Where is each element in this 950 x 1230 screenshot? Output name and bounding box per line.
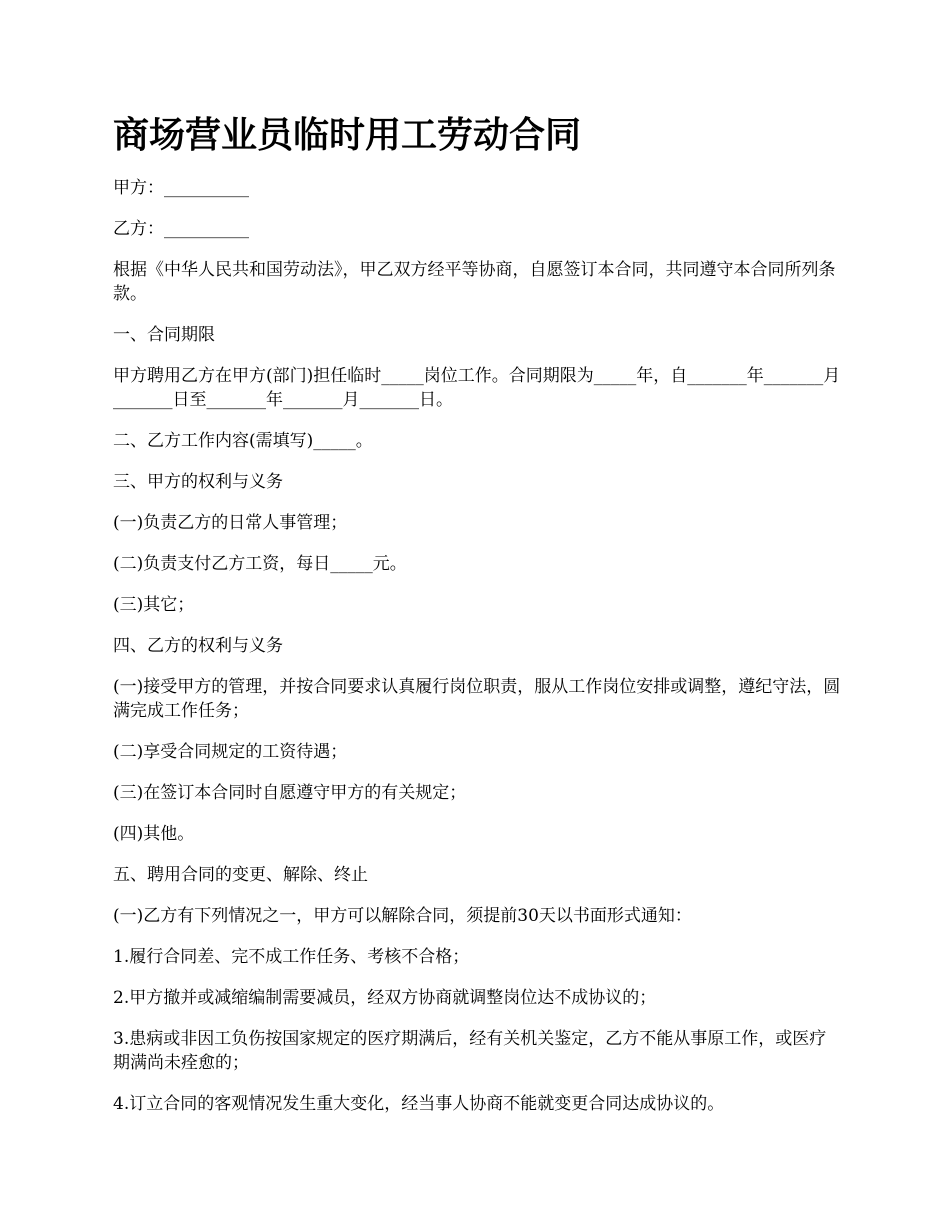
party-a-clause-3: (三)其它； xyxy=(113,595,195,615)
party-a-clause-1: (一)负责乙方的日常人事管理； xyxy=(113,513,348,533)
section-heading-termination: 五、聘用合同的变更、解除、终止 xyxy=(113,865,368,885)
section-heading-party-a-rights: 三、甲方的权利与义务 xyxy=(113,472,283,492)
document-title: 商场营业员临时用工劳动合同 xyxy=(113,115,582,156)
term-paragraph: 甲方聘用乙方在甲方(部门)担任临时_____岗位工作。合同期限为_____年，自_______年_______月_______日至_______年_______月_______日。 xyxy=(113,366,841,410)
party-b-line: 乙方：__________ xyxy=(113,219,249,239)
document-body xyxy=(113,176,841,1133)
termination-item-4: 4.订立合同的客观情况发生重大变化，经当事人协商不能就变更合同达成协议的。 xyxy=(113,1094,725,1114)
party-b-clause-1: (一)接受甲方的管理，并按合同要求认真履行岗位职责，服从工作岗位安排或调整，遵纪守法，圆满完成工作任务； xyxy=(113,677,841,721)
termination-item-2: 2.甲方撤并或减缩编制需要减员，经双方协商就调整岗位达不成协议的； xyxy=(113,988,657,1008)
party-b-clause-4: (四)其他。 xyxy=(113,824,195,844)
section-heading-work-content: 二、乙方工作内容(需填写)_____。 xyxy=(113,431,373,451)
party-b-clause-3: (三)在签订本合同时自愿遵守甲方的有关规定； xyxy=(113,783,467,803)
section-heading-party-b-rights: 四、乙方的权利与义务 xyxy=(113,636,283,656)
preamble-paragraph: 根据《中华人民共和国劳动法》，甲乙双方经平等协商，自愿签订本合同，共同遵守本合同所列条款。 xyxy=(113,260,836,304)
section-heading-term: 一、合同期限 xyxy=(113,325,215,345)
termination-clause-intro: (一)乙方有下列情况之一，甲方可以解除合同，须提前30天以书面形式通知： xyxy=(113,906,692,926)
party-a-clause-2: (二)负责支付乙方工资，每日_____元。 xyxy=(113,554,407,574)
termination-item-1: 1.履行合同差、完不成工作任务、考核不合格； xyxy=(113,947,470,967)
party-b-clause-2: (二)享受合同规定的工资待遇； xyxy=(113,742,348,762)
termination-item-3: 3.患病或非因工负伤按国家规定的医疗期满后，经有关机关鉴定，乙方不能从事原工作，或医疗期满尚未痊愈的； xyxy=(113,1029,827,1073)
party-a-line: 甲方：__________ xyxy=(113,178,249,198)
